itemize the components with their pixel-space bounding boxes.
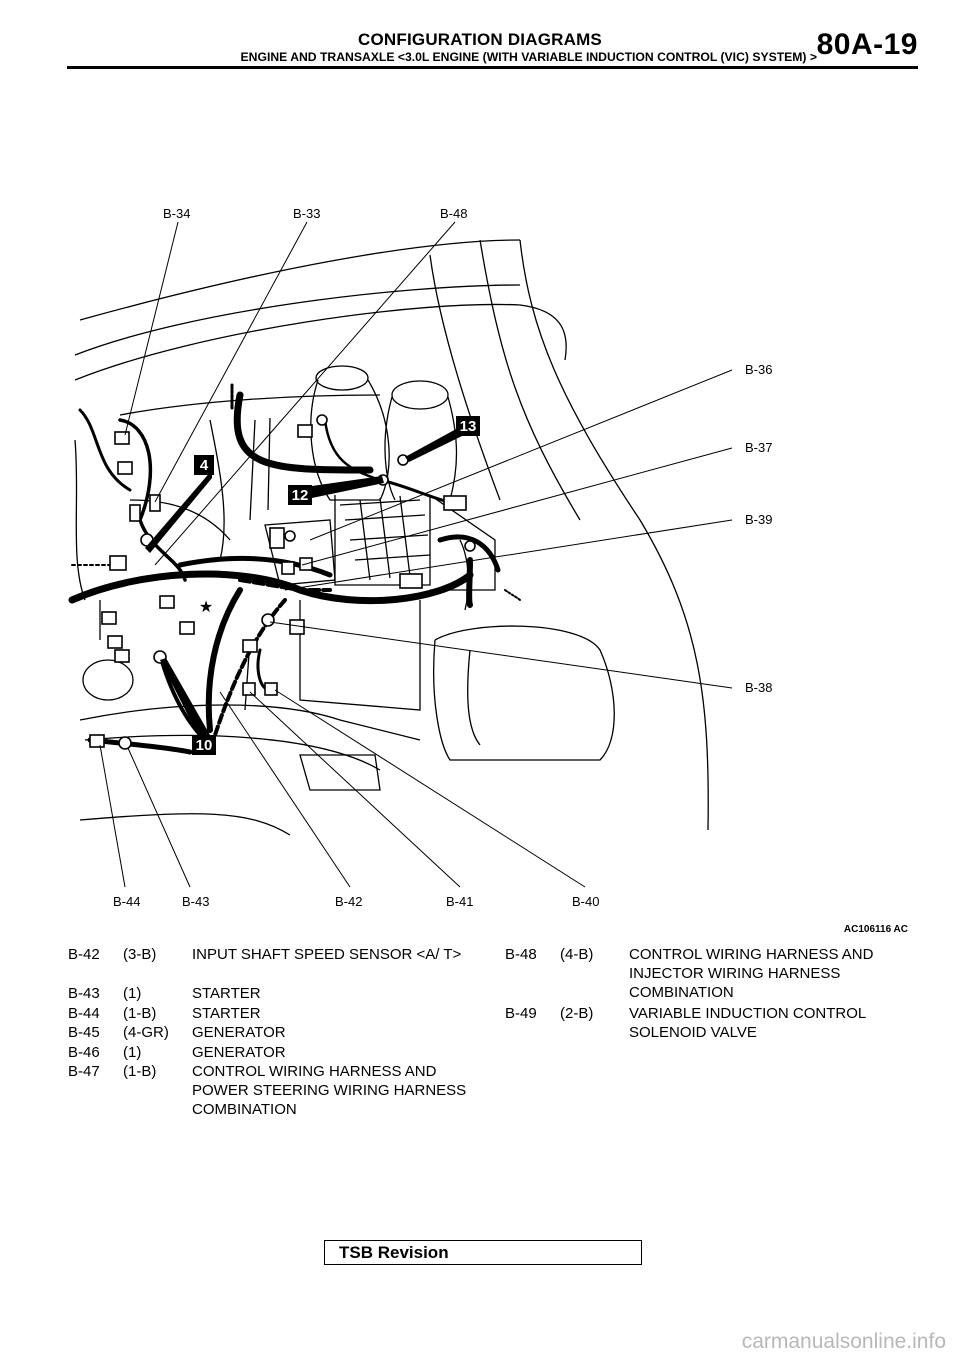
connector-pins: (4-GR) bbox=[123, 1024, 169, 1041]
connector-row bbox=[68, 1062, 488, 1122]
label-b48: B-48 bbox=[440, 206, 468, 221]
connector-name: CONTROL WIRING HARNESS AND INJECTOR WIRING HARNESS COMBINATION bbox=[629, 946, 874, 1001]
page-subtitle: ENGINE AND TRANSAXLE <3.0L ENGINE (WITH VARIABLE INDUCTION CONTROL (VIC) SYSTEM) > bbox=[240, 50, 817, 64]
connector-row bbox=[68, 945, 488, 985]
connector-id: B-47 bbox=[68, 1063, 100, 1080]
svg-text:10: 10 bbox=[195, 737, 213, 754]
leader-lines bbox=[100, 222, 732, 887]
label-b41: B-41 bbox=[446, 894, 474, 909]
svg-text:12: 12 bbox=[291, 487, 309, 504]
connector-name: INPUT SHAFT SPEED SENSOR <A/ T> bbox=[192, 946, 462, 963]
connector-pins: (1) bbox=[123, 1044, 142, 1061]
tsb-revision-box bbox=[324, 1240, 642, 1265]
connector-id: B-43 bbox=[68, 985, 100, 1002]
label-b36: B-36 bbox=[745, 362, 773, 377]
label-b39: B-39 bbox=[745, 512, 773, 527]
connector-name: STARTER bbox=[192, 985, 261, 1002]
page-number: 80A-19 bbox=[816, 28, 918, 61]
body-outlines bbox=[75, 240, 708, 835]
connector-name: VARIABLE INDUCTION CONTROL SOLENOID VALVE bbox=[629, 1005, 866, 1041]
connector-row bbox=[68, 984, 488, 1004]
label-b40: B-40 bbox=[572, 894, 600, 909]
page-title: CONFIGURATION DIAGRAMS bbox=[358, 30, 602, 49]
connector-row bbox=[68, 1043, 488, 1063]
connector-pins: (1) bbox=[123, 985, 142, 1002]
label-b42: B-42 bbox=[335, 894, 363, 909]
connector-row bbox=[68, 1023, 488, 1043]
connector-id: B-49 bbox=[505, 1005, 537, 1022]
connector-id: B-42 bbox=[68, 946, 100, 963]
connector-id: B-46 bbox=[68, 1044, 100, 1061]
connector-pins: (2-B) bbox=[560, 1005, 594, 1022]
label-b33: B-33 bbox=[293, 206, 321, 221]
connector-pins: (3-B) bbox=[123, 946, 157, 963]
connector-id: B-44 bbox=[68, 1005, 100, 1022]
connector-pins: (1-B) bbox=[123, 1063, 157, 1080]
connector-name: CONTROL WIRING HARNESS AND POWER STEERING WIRING HARNESS COMBINATION bbox=[192, 1063, 467, 1118]
star-marker: ★ bbox=[198, 599, 214, 616]
connector-pins: (1-B) bbox=[123, 1005, 157, 1022]
label-b38: B-38 bbox=[745, 680, 773, 695]
connector-labels bbox=[113, 206, 772, 909]
label-b43: B-43 bbox=[182, 894, 210, 909]
label-b37: B-37 bbox=[745, 440, 773, 455]
connector-row bbox=[68, 1004, 488, 1024]
connector-name: GENERATOR bbox=[192, 1024, 286, 1041]
connector-id: B-48 bbox=[505, 946, 537, 963]
connector-row bbox=[505, 1004, 925, 1044]
callout-13 bbox=[405, 416, 480, 462]
connector-id: B-45 bbox=[68, 1024, 100, 1041]
figure-code: AC106116 AC bbox=[843, 924, 908, 935]
connector-row bbox=[505, 945, 925, 1005]
label-b44: B-44 bbox=[113, 894, 141, 909]
watermark[interactable]: carmanualsonline.info bbox=[741, 1330, 946, 1353]
tsb-revision-label: TSB Revision bbox=[339, 1243, 449, 1262]
connector-name: GENERATOR bbox=[192, 1044, 286, 1061]
label-b34: B-34 bbox=[163, 206, 191, 221]
connector-name: STARTER bbox=[192, 1005, 261, 1022]
svg-text:13: 13 bbox=[459, 418, 477, 435]
svg-text:4: 4 bbox=[199, 457, 209, 474]
connector-pins: (4-B) bbox=[560, 946, 594, 963]
